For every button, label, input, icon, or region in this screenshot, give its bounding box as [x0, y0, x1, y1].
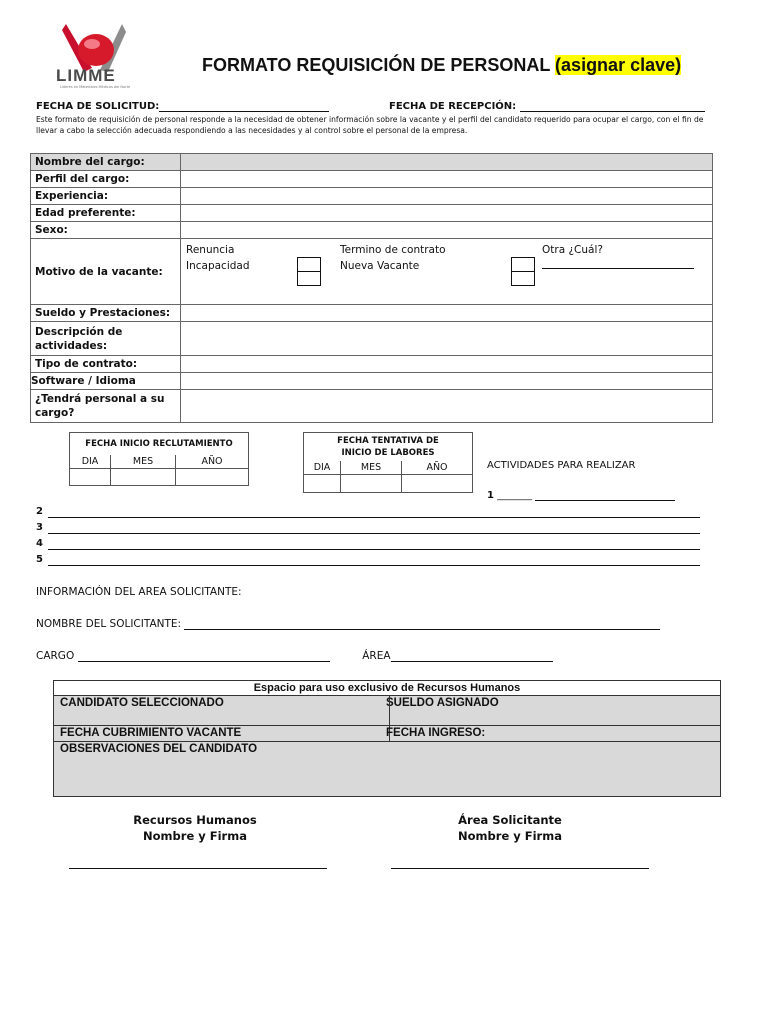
fecha-inicio-title: FECHA INICIO RECLUTAMIENTO [70, 433, 249, 455]
label-edad: Edad preferente: [31, 205, 181, 222]
fecha-inicio-col-dia: DIA [70, 455, 111, 469]
rh-fecha-cubrimiento-label: FECHA CUBRIMIENTO VACANTE [60, 727, 242, 739]
rh-caption: Espacio para uso exclusivo de Recursos Humanos [54, 681, 720, 696]
cargo-label: CARGO [36, 650, 75, 662]
rh-box [53, 680, 721, 797]
signature-rh-line[interactable] [69, 868, 327, 869]
label-software: Software / Idioma [31, 373, 181, 390]
actividad-3[interactable] [36, 522, 700, 534]
actividad-5-num: 5 [36, 554, 43, 565]
field-personal-cargo[interactable] [181, 390, 713, 423]
fecha-tentativa-title [304, 433, 473, 461]
actividad-4[interactable] [36, 538, 700, 550]
document-title [202, 55, 681, 76]
option-nueva-label: Nueva Vacante [340, 259, 420, 272]
field-sexo[interactable] [181, 222, 713, 239]
area-label: ÁREA [362, 650, 391, 662]
fecha-tentativa-col-dia: DIA [304, 461, 341, 475]
field-experiencia[interactable] [181, 188, 713, 205]
label-motivo: Motivo de la vacante: [31, 239, 181, 305]
signature-rh [95, 812, 295, 844]
fecha-tentativa-title-1: FECHA TENTATIVA DE [337, 435, 439, 446]
label-experiencia: Experiencia: [31, 188, 181, 205]
field-edad[interactable] [181, 205, 713, 222]
label-descripcion: Descripción de actividades: [31, 322, 181, 356]
option-otra-label: Otra ¿Cuál? [542, 243, 603, 256]
signature-area-line1: Área Solicitante [458, 813, 562, 827]
rh-sueldo-label: SUELDO ASIGNADO [386, 697, 499, 709]
signature-rh-line2: Nombre y Firma [143, 829, 247, 843]
fecha-inicio-col-ano: AÑO [176, 455, 249, 469]
actividad-1 [487, 490, 675, 501]
actividad-5[interactable] [36, 554, 700, 566]
requisition-table [30, 153, 713, 423]
actividad-3-num: 3 [36, 522, 43, 533]
option-incapacidad-label: Incapacidad [186, 259, 250, 272]
field-motivo [181, 239, 713, 305]
fecha-tentativa-col-mes: MES [341, 461, 402, 475]
fecha-inicio-dia-field[interactable] [70, 469, 111, 486]
signature-area [410, 812, 610, 844]
fecha-tentativa-ano-field[interactable] [402, 475, 473, 493]
label-tipo-contrato: Tipo de contrato: [31, 356, 181, 373]
checkbox-renuncia[interactable] [297, 257, 321, 272]
signature-rh-line1: Recursos Humanos [133, 813, 257, 827]
rh-observaciones-label: OBSERVACIONES DEL CANDIDATO [60, 743, 258, 755]
label-nombre-cargo: Nombre del cargo: [31, 154, 181, 171]
otra-field[interactable] [542, 268, 694, 269]
checkbox-incapacidad[interactable] [297, 271, 321, 286]
brand-name: LIMME [56, 66, 116, 85]
field-sueldo[interactable] [181, 305, 713, 322]
nombre-solicitante [36, 618, 660, 630]
area-field[interactable] [391, 651, 553, 662]
label-personal-cargo: ¿Tendrá personal a su cargo? [31, 390, 181, 423]
field-descripcion[interactable] [181, 322, 713, 356]
fecha-inicio-mes-field[interactable] [111, 469, 176, 486]
actividad-2-num: 2 [36, 506, 43, 517]
title-main: FORMATO REQUISICIÓN DE PERSONAL [202, 55, 551, 75]
fecha-inicio-col-mes: MES [111, 455, 176, 469]
fecha-tentativa-dia-field[interactable] [304, 475, 341, 493]
fecha-recepcion [389, 101, 705, 112]
actividad-1-field[interactable] [535, 490, 675, 501]
checkbox-termino[interactable] [511, 257, 535, 272]
fecha-inicio-table [69, 432, 249, 486]
label-sueldo: Sueldo y Prestaciones: [31, 305, 181, 322]
fecha-recepcion-label: FECHA DE RECEPCIÓN: [389, 101, 517, 112]
actividad-2[interactable] [36, 506, 700, 518]
fecha-recepcion-field[interactable] [520, 101, 705, 112]
label-sexo: Sexo: [31, 222, 181, 239]
field-nombre-cargo[interactable] [181, 154, 713, 171]
field-tipo-contrato[interactable] [181, 356, 713, 373]
fecha-tentativa-table [303, 432, 473, 493]
fecha-solicitud-label: FECHA DE SOLICITUD: [36, 101, 160, 112]
rh-fecha-ingreso-label: FECHA INGRESO: [386, 727, 486, 739]
fecha-inicio-ano-field[interactable] [176, 469, 249, 486]
actividad-1-blank: _______ [497, 490, 533, 501]
nombre-solicitante-label: NOMBRE DEL SOLICITANTE: [36, 618, 182, 630]
field-software[interactable] [181, 373, 713, 390]
actividad-4-num: 4 [36, 538, 43, 549]
signature-area-line2: Nombre y Firma [458, 829, 562, 843]
fecha-tentativa-title-2: INICIO DE LABORES [341, 447, 435, 458]
cargo-field[interactable] [78, 651, 330, 662]
checkbox-nueva[interactable] [511, 271, 535, 286]
actividades-label: ACTIVIDADES PARA REALIZAR [487, 460, 636, 471]
fecha-solicitud [36, 101, 329, 112]
field-perfil[interactable] [181, 171, 713, 188]
nombre-solicitante-field[interactable] [184, 619, 660, 630]
intro-text: Este formato de requisición de personal responde a la necesidad de obtener información sobre la vacante y el perfil del candidato requerido para ocupar el cargo, con el fin de llevar a cabo la selección adecuada respondiendo a las necesidades y al control sobre el personal de la empresa. [36, 115, 704, 135]
brand-tagline: Líderes en Materiales Médicos del Norte [60, 85, 131, 89]
signature-area-line[interactable] [391, 868, 649, 869]
rh-candidato-label: CANDIDATO SELECCIONADO [60, 697, 224, 709]
cargo-area-row [36, 650, 553, 662]
area-heading: INFORMACIÓN DEL AREA SOLICITANTE: [36, 586, 242, 598]
fecha-tentativa-col-ano: AÑO [402, 461, 473, 475]
fecha-tentativa-mes-field[interactable] [341, 475, 402, 493]
actividad-1-num: 1 [487, 490, 494, 501]
option-termino-label: Termino de contrato [340, 243, 446, 256]
fecha-solicitud-field[interactable] [159, 101, 329, 112]
title-highlight: (asignar clave) [555, 55, 682, 75]
label-perfil: Perfil del cargo: [31, 171, 181, 188]
option-renuncia-label: Renuncia [186, 243, 235, 256]
